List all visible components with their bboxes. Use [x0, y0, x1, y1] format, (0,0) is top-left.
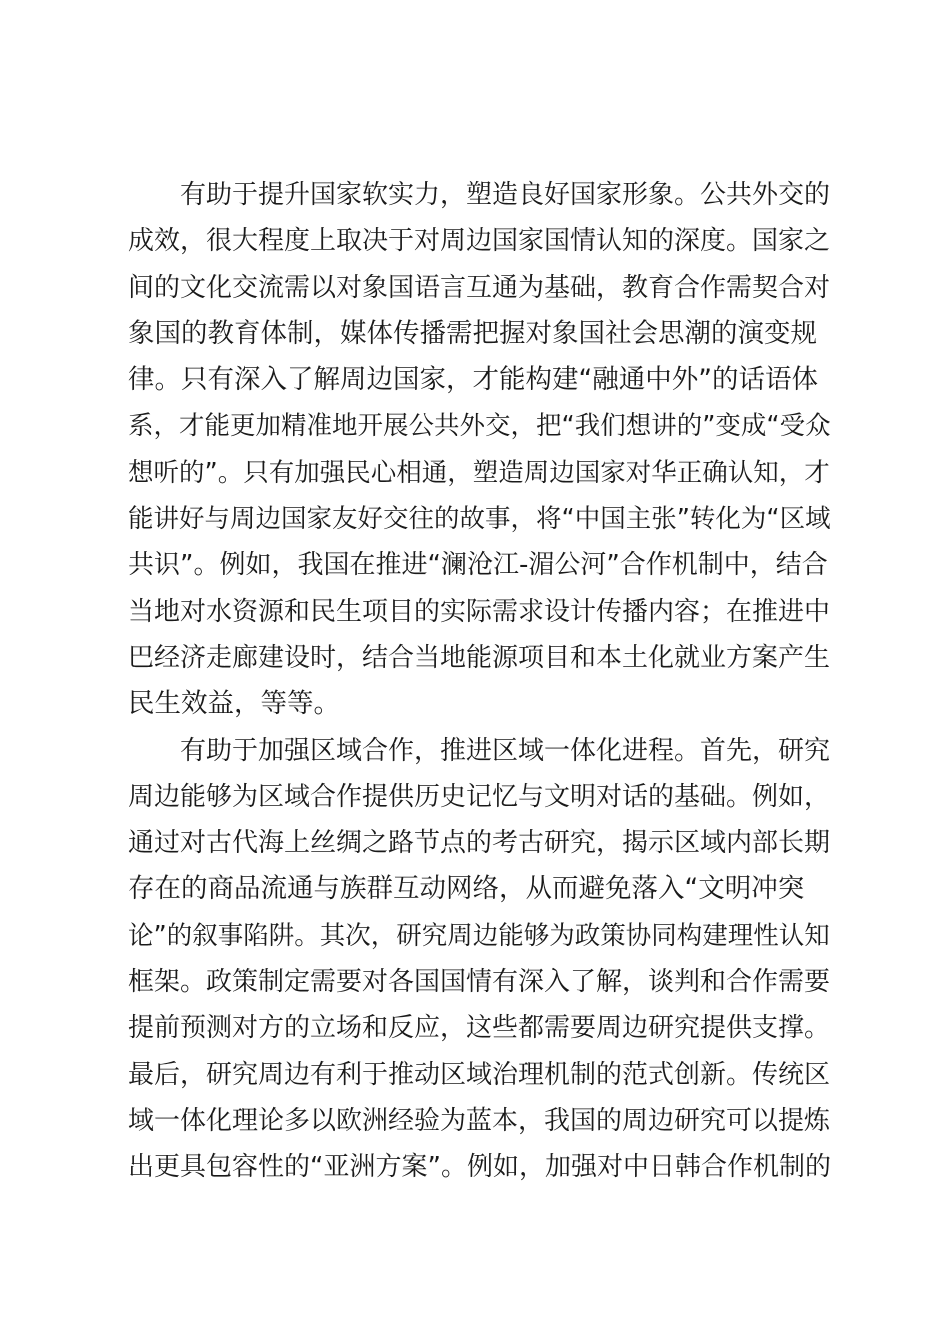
text-line: 想听的”。只有加强民心相通，塑造周边国家对华正确认知，才 [128, 457, 830, 488]
paragraph-2 [128, 728, 833, 1191]
text-line: 能讲好与周边国家友好交往的故事，将“中国主张”转化为“区域 [128, 504, 831, 535]
text-line: 最后，研究周边有利于推动区域治理机制的范式创新。传统区 [128, 1059, 831, 1090]
paragraph-1 [128, 172, 833, 728]
text-line: 律。只有深入了解周边国家，才能构建“融通中外”的话语体 [128, 364, 818, 396]
text-line: 通过对古代海上丝绸之路节点的考古研究，揭示区域内部长期 [128, 828, 831, 859]
text-line: 当地对水资源和民生项目的实际需求设计传播内容；在推进中 [128, 596, 831, 627]
text-line: 出更具包容性的“亚洲方案”。例如，加强对中日韩合作机制的 [128, 1152, 831, 1183]
text-line: 域一体化理论多以欧洲经验为蓝本，我国的周边研究可以提炼 [128, 1105, 831, 1136]
text-line: 间的文化交流需以对象国语言互通为基础，教育合作需契合对 [128, 272, 831, 303]
body-text [128, 172, 833, 1191]
text-line: 共识”。例如，我国在推进“澜沧江-湄公河”合作机制中，结合 [128, 550, 828, 581]
text-line: 周边能够为区域合作提供历史记忆与文明对话的基础。例如， [128, 781, 831, 812]
text-line: 论”的叙事陷阱。其次，研究周边能够为政策协同构建理性认知 [128, 920, 830, 951]
text-line: 象国的教育体制，媒体传播需把握对象国社会思潮的演变规 [128, 317, 817, 349]
text-line: 有助于加强区域合作，推进区域一体化进程。首先，研究 [180, 735, 831, 766]
text-line: 巴经济走廊建设时，结合当地能源项目和本土化就业方案产生 [128, 642, 831, 673]
text-line: 民生效益，等等。 [128, 688, 340, 720]
text-line: 存在的商品流通与族群互动网络，从而避免落入“文明冲突 [128, 873, 805, 905]
text-line: 有助于提升国家软实力，塑造良好国家形象。公共外交的 [180, 180, 831, 210]
text-line: 成效，很大程度上取决于对周边国家国情认知的深度。国家之 [128, 226, 831, 257]
text-line: 框架。政策制定需要对各国国情有深入了解，谈判和合作需要 [128, 967, 831, 998]
text-line: 提前预测对方的立场和反应，这些都需要周边研究提供支撑。 [128, 1013, 831, 1044]
text-line: 系，才能更加精准地开展公共外交，把“我们想讲的”变成“受众 [128, 411, 831, 442]
